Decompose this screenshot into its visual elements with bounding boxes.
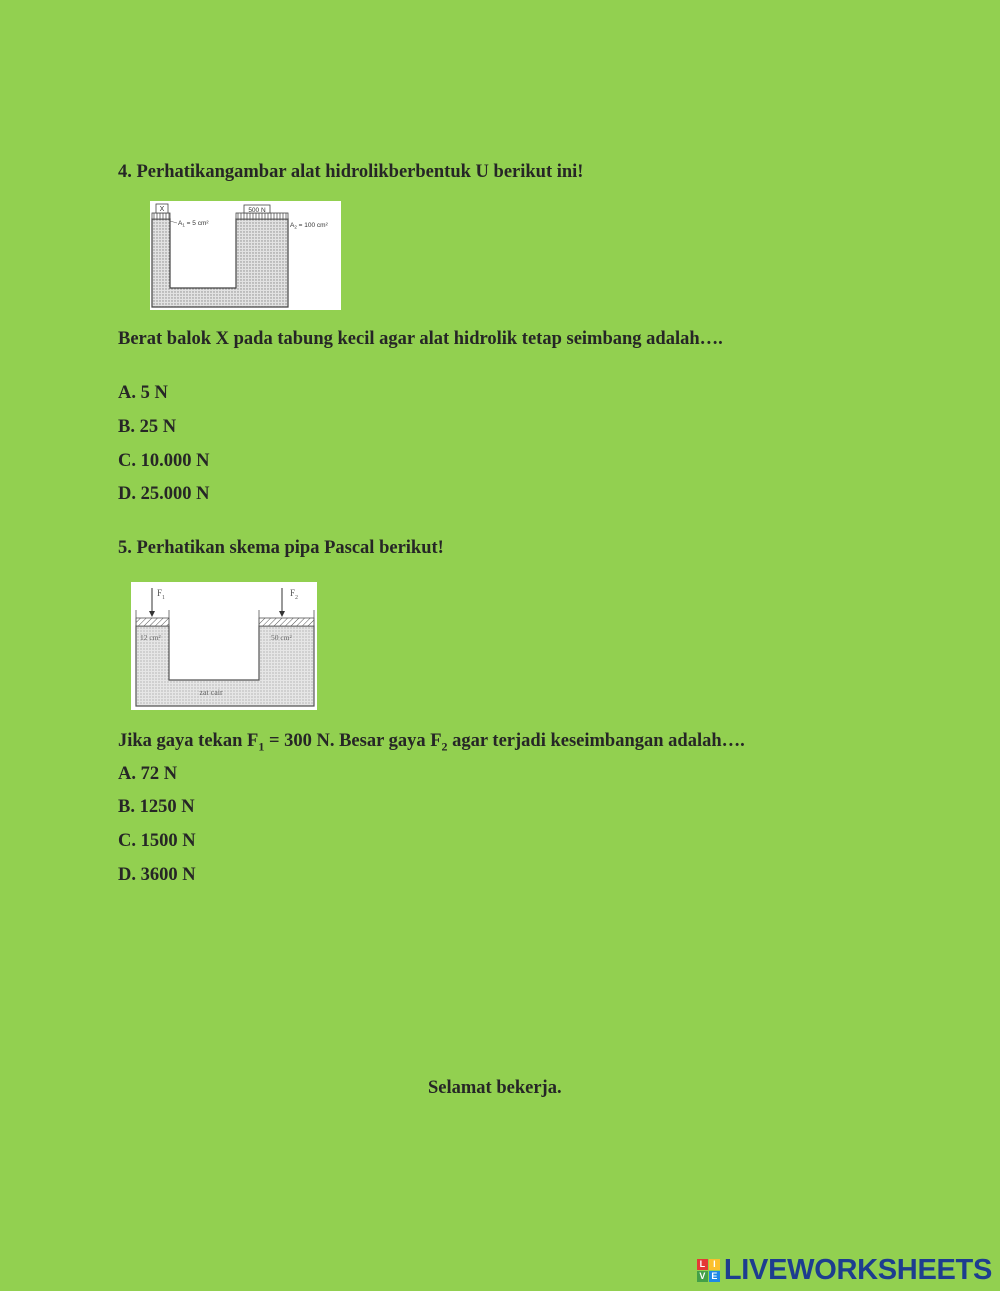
area-a2-label: $A_2 = 100$ cm²: [290, 222, 328, 230]
question-5-prompt: Jika gaya tekan $F_1 = 300$ N. Besar gaya $F_2$ agar terjadi keseimbangan adalah….: [118, 731, 745, 754]
q4-option-a[interactable]: A. 5 N: [118, 383, 168, 403]
q4-option-d[interactable]: D. 25.000 N: [118, 484, 210, 504]
block-x-label: X: [159, 206, 165, 213]
question-4-prompt: Berat balok X pada tabung kecil agar alat hidrolik tetap seimbang adalah….: [118, 329, 723, 349]
pascal-pipe-figure: [131, 582, 317, 710]
q5-option-d[interactable]: D. 3600 N: [118, 865, 196, 885]
liveworksheets-logo[interactable]: [697, 1253, 992, 1287]
area-left-label: 12 cm²: [140, 633, 161, 642]
q5-option-c[interactable]: C. 1500 N: [118, 831, 196, 851]
q5-option-b[interactable]: B. 1250 N: [118, 797, 195, 817]
area-right-label: 50 cm²: [271, 633, 292, 642]
question-4-title: 4. Perhatikangambar alat hidrolikberbentuk U berikut ini!: [118, 162, 584, 182]
force-f1-label: $F_1$: [157, 588, 166, 601]
weight-label: 500 N: [248, 207, 266, 214]
fluid-label: zat cair: [199, 688, 223, 697]
liveworksheets-wordmark: LIVEWORKSHEETS: [723, 1253, 992, 1286]
force-f2-label: $F_2$: [290, 588, 299, 601]
hydraulic-u-tube-figure: [150, 201, 341, 310]
live-badge-icon: L I V E: [697, 1259, 720, 1282]
question-5-title: 5. Perhatikan skema pipa Pascal berikut!: [118, 538, 444, 558]
area-a1-label: $A_1 = 5$ cm²: [178, 220, 209, 228]
q4-option-c[interactable]: C. 10.000 N: [118, 451, 210, 471]
closing-text: Selamat bekerja.: [428, 1078, 562, 1098]
q5-option-a[interactable]: A. 72 N: [118, 764, 178, 784]
q4-option-b[interactable]: B. 25 N: [118, 417, 177, 437]
